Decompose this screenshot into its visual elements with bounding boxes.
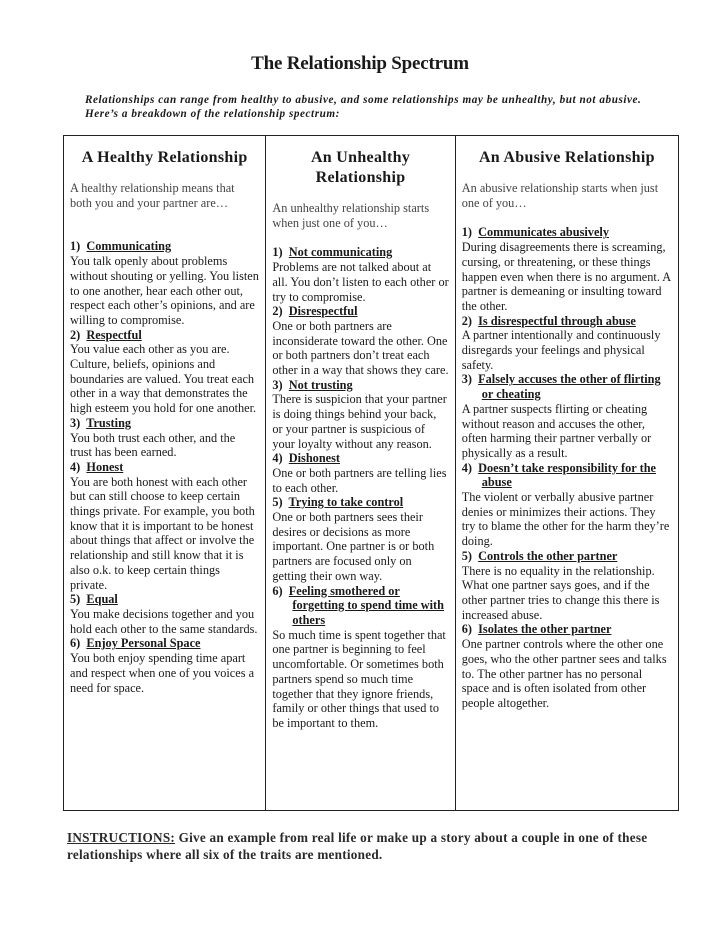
instructions-text: Give an example from real life or make up a story about a couple in one of these relationships where all six of the traits are mentioned. — [67, 830, 648, 862]
trait-description: There is suspicion that your partner is doing things behind your back, or your partner is suspicious of your loyalty without any reason. — [272, 392, 447, 451]
trait-number: 1) — [70, 239, 81, 254]
trait-item — [462, 622, 672, 710]
spectrum-table — [63, 135, 679, 811]
trait-number: 6) — [272, 583, 283, 598]
trait-name: Dishonest — [288, 451, 340, 466]
trait-number: 6) — [70, 636, 81, 651]
trait-item — [462, 549, 672, 623]
column-lead-text: A healthy relationship means that both you and your partner are… — [70, 181, 235, 210]
trait-description: A partner suspects flirting or cheating without reason and accuses the other, often harming their partner verbally or physically as a result. — [461, 401, 652, 460]
trait-number: 4) — [461, 460, 472, 475]
trait-name: Doesn’t take responsibility for the abuse — [478, 460, 656, 490]
instructions-label: INSTRUCTIONS: — [67, 830, 176, 845]
trait-title — [70, 328, 259, 343]
column-heading: A Healthy Relationship — [81, 149, 248, 166]
trait-item — [272, 584, 448, 731]
column-heading: An Unhealthy Relationship — [310, 149, 411, 186]
trait-title — [272, 495, 448, 510]
trait-title — [272, 378, 448, 393]
trait-description: During disagreements there is screaming, cursing, or threatening, or these things happen even when there is no argument. A partner is demeaning or insulting toward the other. — [461, 240, 671, 313]
trait-description: One partner controls where the other one goes, who the other partner sees and talks to. The other partner has no personal space and is often isolated from other people altogether. — [461, 637, 667, 710]
trait-name: Equal — [86, 592, 118, 607]
trait-number: 4) — [70, 459, 81, 474]
trait-number: 1) — [461, 225, 472, 240]
trait-name: Trying to take control — [288, 495, 404, 510]
trait-number: 6) — [461, 622, 472, 637]
trait-title — [272, 451, 448, 466]
intro-text: Relationships can range from healthy to abusive, and some relationships may be unhealthy, but not abusive. Here’s a breakdown of the relationship spectrum: — [85, 94, 642, 120]
trait-name: Enjoy Personal Space — [86, 636, 201, 651]
trait-name: Disrespectful — [288, 304, 358, 319]
unhealthy-column — [265, 136, 454, 810]
trait-description: One or both partners are telling lies to each other. — [272, 465, 447, 495]
column-lead-text: An unhealthy relationship starts when just one of you… — [272, 201, 430, 230]
instructions — [67, 829, 667, 863]
trait-number: 2) — [461, 313, 472, 328]
trait-title — [70, 636, 259, 651]
trait-description: Problems are not talked about at all. You don’t listen to each other or try to compromise. — [272, 260, 449, 304]
healthy-column — [64, 136, 265, 810]
column-lead-text: An abusive relationship starts when just one of you… — [461, 181, 659, 210]
trait-title — [70, 460, 259, 475]
trait-number: 3) — [272, 377, 283, 392]
trait-number: 1) — [272, 245, 283, 260]
trait-item — [70, 328, 259, 416]
trait-description: You make decisions together and you hold each other to the same standards. — [70, 606, 258, 636]
trait-name: Not communicating — [288, 245, 393, 260]
trait-number: 5) — [272, 495, 283, 510]
trait-description: You both trust each other, and the trust has been earned. — [70, 430, 236, 460]
trait-description: You are both honest with each other but can still choose to keep certain things private. For example, you both know that it is important to be honest about things that affect or involve the relationship and still know that it is also o.k. to keep certain things private. — [70, 474, 255, 592]
trait-item — [272, 378, 448, 452]
trait-description: There is no equality in the relationship. What one partner says goes, and if the other partner tries to change this there is increased abuse. — [461, 563, 660, 622]
trait-description: You value each other as you are. Culture, beliefs, opinions and boundaries are valued. You treat each other in a way that demonstrates the high esteem you hold for one another. — [70, 342, 257, 416]
trait-description: You talk openly about problems without shouting or yelling. You listen to one another, hear each other out, respect each other’s opinions, and are willing to compromise. — [70, 254, 259, 327]
trait-title — [70, 592, 259, 607]
trait-name: Isolates the other partner — [478, 622, 612, 637]
trait-title — [70, 239, 259, 254]
trait-item — [272, 245, 448, 304]
trait-title — [462, 461, 672, 490]
trait-name: Respectful — [86, 327, 142, 342]
trait-description: You both enjoy spending time apart and respect when one of you voices a need for space. — [70, 651, 255, 695]
trait-title — [462, 622, 672, 637]
trait-item — [272, 451, 448, 495]
trait-title — [70, 416, 259, 431]
trait-title — [462, 225, 672, 240]
trait-title — [462, 372, 672, 401]
trait-name: Honest — [86, 459, 124, 474]
trait-item — [462, 314, 672, 373]
trait-item — [70, 416, 259, 460]
trait-number: 4) — [272, 451, 283, 466]
trait-name: Falsely accuses the other of flirting or cheating — [478, 372, 661, 402]
trait-description: The violent or verbally abusive partner denies or minimizes their actions. They try to blame the other for the harm they’re doing. — [461, 490, 670, 549]
trait-name: Communicates abusively — [478, 225, 609, 240]
trait-number: 3) — [70, 415, 81, 430]
trait-item — [462, 225, 672, 313]
trait-name: Not trusting — [288, 377, 353, 392]
trait-item — [462, 461, 672, 549]
trait-item — [70, 592, 259, 636]
trait-description: One or both partners sees their desires or decisions as more important. One partner is or both partners are focused only on getting their own way. — [272, 510, 435, 583]
trait-description: So much time is spent together that one partner is beginning to feel uncomfortable. Or sometimes both partners spend so much time together that they ignore friends, family or other things that used to be important to them. — [272, 627, 446, 730]
abusive-column — [455, 136, 678, 810]
trait-title — [462, 549, 672, 564]
trait-item — [272, 304, 448, 378]
trait-description: A partner intentionally and continuously disregards your feelings and physical safety. — [461, 328, 661, 372]
trait-name: Feeling smothered or forgetting to spend time with others — [288, 583, 444, 627]
trait-number: 3) — [461, 372, 472, 387]
trait-title — [272, 245, 448, 260]
trait-title — [272, 304, 448, 319]
trait-description: One or both partners are inconsiderate toward the other. One or both partners don’t treat each other in a way that shows they care. — [272, 318, 449, 378]
trait-name: Is disrespectful through abuse — [478, 313, 636, 328]
page-title: The Relationship Spectrum — [251, 53, 469, 74]
trait-item — [70, 636, 259, 695]
trait-number: 5) — [70, 592, 81, 607]
trait-number: 5) — [461, 548, 472, 563]
trait-item — [272, 495, 448, 583]
trait-number: 2) — [70, 327, 81, 342]
trait-number: 2) — [272, 304, 283, 319]
column-heading: An Abusive Relationship — [478, 149, 655, 166]
trait-item — [462, 372, 672, 460]
trait-name: Controls the other partner — [478, 548, 618, 563]
trait-name: Communicating — [86, 239, 172, 254]
trait-item — [70, 460, 259, 592]
trait-title — [462, 314, 672, 329]
trait-item — [70, 239, 259, 327]
trait-title — [272, 584, 448, 628]
trait-name: Trusting — [86, 415, 132, 430]
